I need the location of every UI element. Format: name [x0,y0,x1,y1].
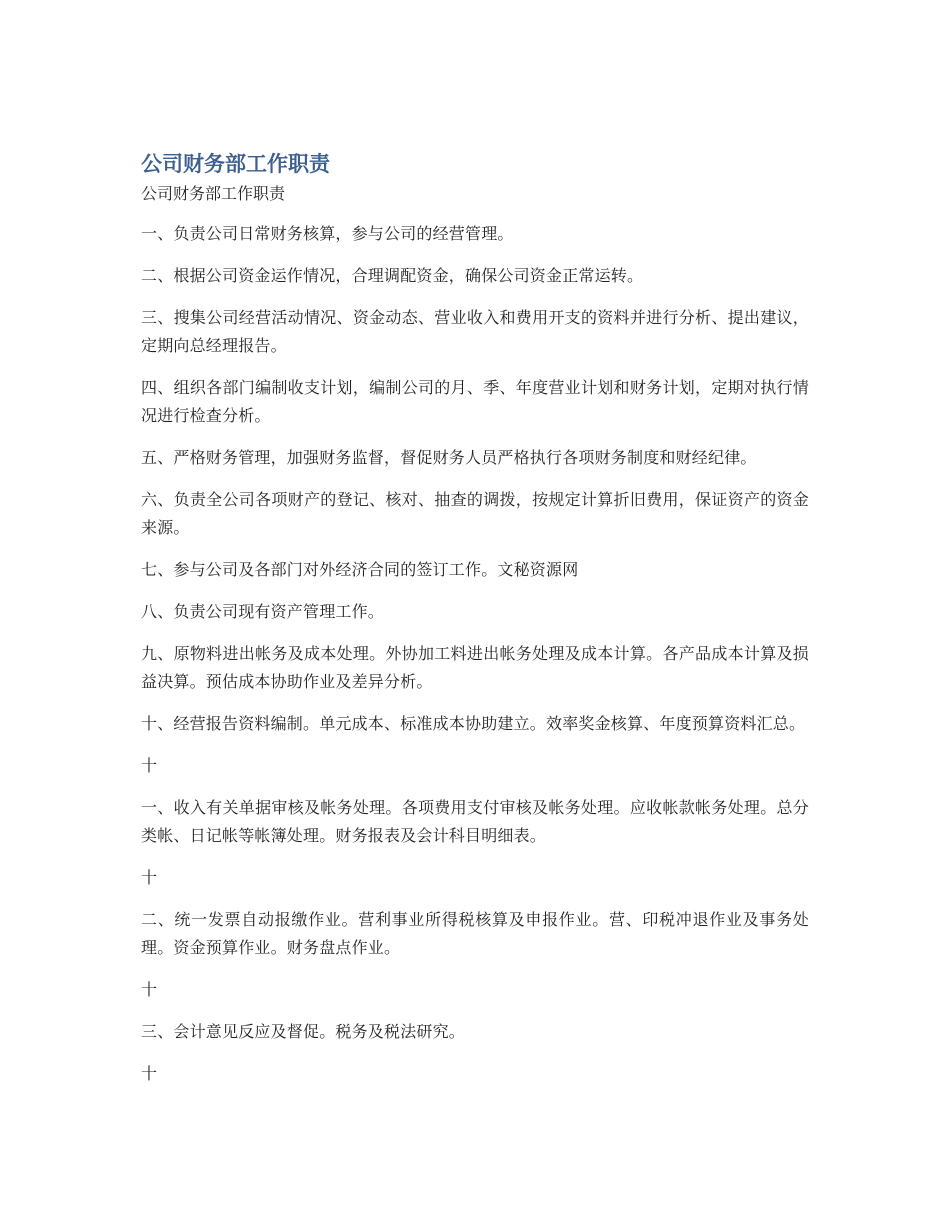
paragraph-9: 九、原物料进出帐务及成本处理。外协加工料进出帐务处理及成本计算。各产品成本计算及损益决算。预估成本协助作业及差异分析。 [141,644,809,691]
document-page [141,148,809,1102]
paragraph-2: 二、根据公司资金运作情况，合理调配资金，确保公司资金正常运转。 [141,266,644,285]
paragraph-17: 十 [141,1064,158,1083]
paragraph-12: 一、收入有关单据审核及帐务处理。各项费用支付审核及帐务处理。应收帐款帐务处理。总分类帐、日记帐等帐簿处理。财务报表及会计科目明细表。 [141,798,809,845]
paragraph-1: 一、负责公司日常财务核算，参与公司的经营管理。 [141,224,514,243]
paragraph-10: 十、经营报告资料编制。单元成本、标准成本协助建立。效率奖金核算、年度预算资料汇总。 [141,714,806,733]
paragraph-13: 十 [141,868,158,887]
paragraph-15: 十 [141,980,158,999]
document-title: 公司财务部工作职责 [141,152,330,176]
paragraph-16: 三、会计意见反应及督促。税务及税法研究。 [141,1022,466,1041]
paragraph-4: 四、组织各部门编制收支计划，编制公司的月、季、年度营业计划和财务计划，定期对执行情况进行检查分析。 [141,378,809,425]
paragraph-11: 十 [141,756,158,775]
paragraph-14: 二、统一发票自动报缴作业。营利事业所得税核算及申报作业。营、印税冲退作业及事务处理。资金预算作业。财务盘点作业。 [141,910,809,957]
paragraph-7: 七、参与公司及各部门对外经济合同的签订工作。文秘资源网 [141,560,579,579]
paragraph-5: 五、严格财务管理，加强财务监督，督促财务人员严格执行各项财务制度和财经纪律。 [141,448,757,467]
paragraph-8: 八、负责公司现有资产管理工作。 [141,602,385,621]
paragraph-3: 三、搜集公司经营活动情况、资金动态、营业收入和费用开支的资料并进行分析、提出建议，定期向总经理报告。 [141,308,809,355]
paragraph-6: 六、负责全公司各项财产的登记、核对、抽查的调拨，按规定计算折旧费用，保证资产的资金来源。 [141,490,809,537]
document-subtitle: 公司财务部工作职责 [141,184,286,203]
